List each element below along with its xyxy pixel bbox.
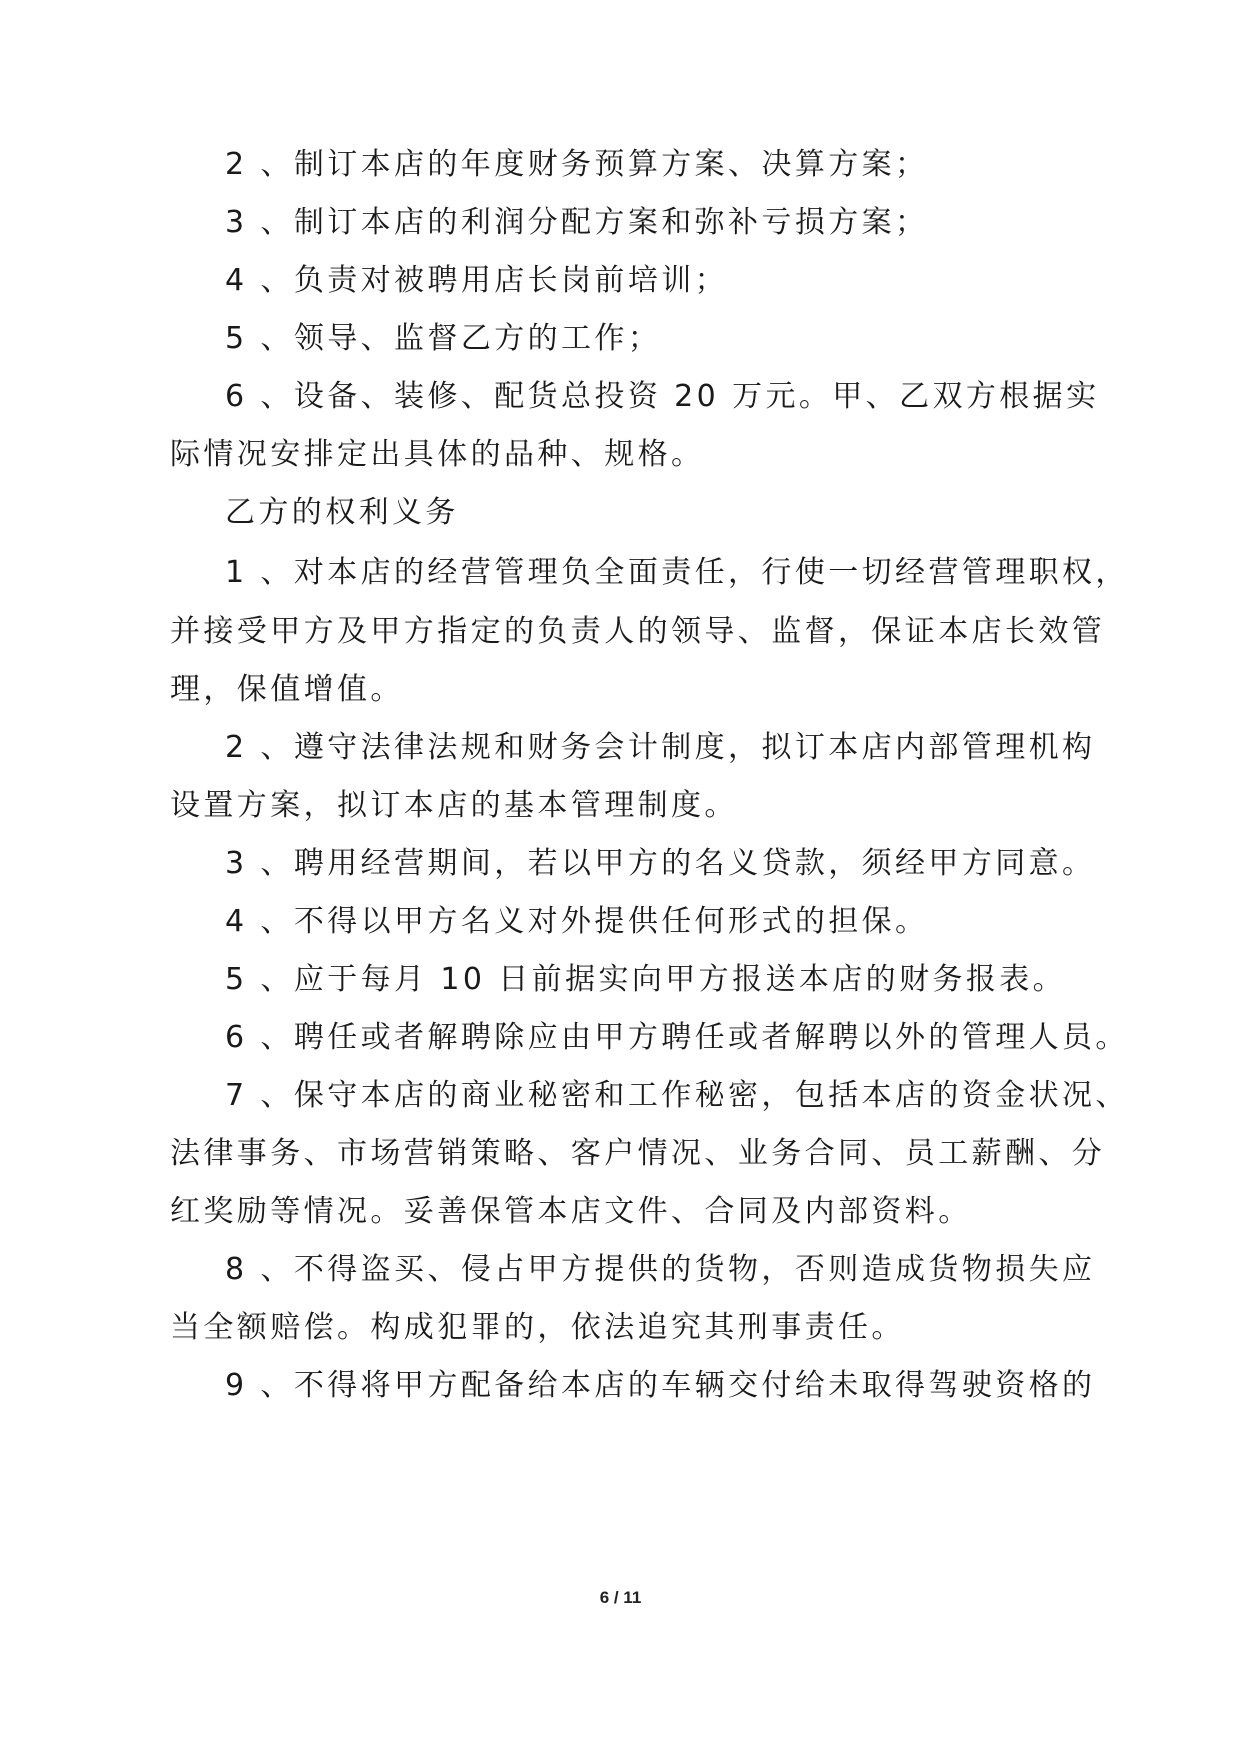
section-heading: 乙方的权利义务 <box>225 495 459 530</box>
text-line: 4 、负责对被聘用店长岗前培训； <box>225 263 729 298</box>
text-line: 4 、不得以甲方名义对外提供任何形式的担保。 <box>225 904 929 939</box>
text-line: 并接受甲方及甲方指定的负责人的领导、监督，保证本店长效管 <box>170 614 1106 649</box>
text-line: 5 、领导、监督乙方的工作； <box>225 321 662 356</box>
text-line: 红奖励等情况。妥善保管本店文件、合同及内部资料。 <box>170 1194 972 1229</box>
text-line: 6 、设备、装修、配货总投资 20 万元。甲、乙双方根据实 <box>225 379 1100 414</box>
text-line: 3 、制订本店的利润分配方案和弥补亏损方案； <box>225 205 929 240</box>
text-line: 6 、聘任或者解聘除应由甲方聘任或者解聘以外的管理人员。 <box>225 1020 1129 1055</box>
text-line: 5 、应于每月 10 日前据实向甲方报送本店的财务报表。 <box>225 962 1067 997</box>
text-line: 际情况安排定出具体的品种、规格。 <box>170 437 705 472</box>
text-line: 法律事务、市场营销策略、客户情况、业务合同、员工薪酬、分 <box>170 1136 1106 1171</box>
text-line: 8 、不得盗买、侵占甲方提供的货物，否则造成货物损失应 <box>225 1252 1096 1287</box>
text-line: 3 、聘用经营期间，若以甲方的名义贷款，须经甲方同意。 <box>225 846 1096 881</box>
text-line: 2 、制订本店的年度财务预算方案、决算方案； <box>225 147 929 182</box>
text-line: 当全额赔偿。构成犯罪的，依法追究其刑事责任。 <box>170 1310 905 1345</box>
text-line: 9 、不得将甲方配备给本店的车辆交付给未取得驾驶资格的 <box>225 1368 1096 1403</box>
text-line: 1 、对本店的经营管理负全面责任，行使一切经营管理职权， <box>225 555 1129 590</box>
text-line: 2 、遵守法律法规和财务会计制度，拟订本店内部管理机构 <box>225 730 1096 765</box>
text-line: 理，保值增值。 <box>170 672 404 707</box>
text-line: 7 、保守本店的商业秘密和工作秘密，包括本店的资金状况、 <box>225 1078 1129 1113</box>
page-number: 6 / 11 <box>599 1588 642 1607</box>
text-line: 设置方案，拟订本店的基本管理制度。 <box>170 788 738 823</box>
